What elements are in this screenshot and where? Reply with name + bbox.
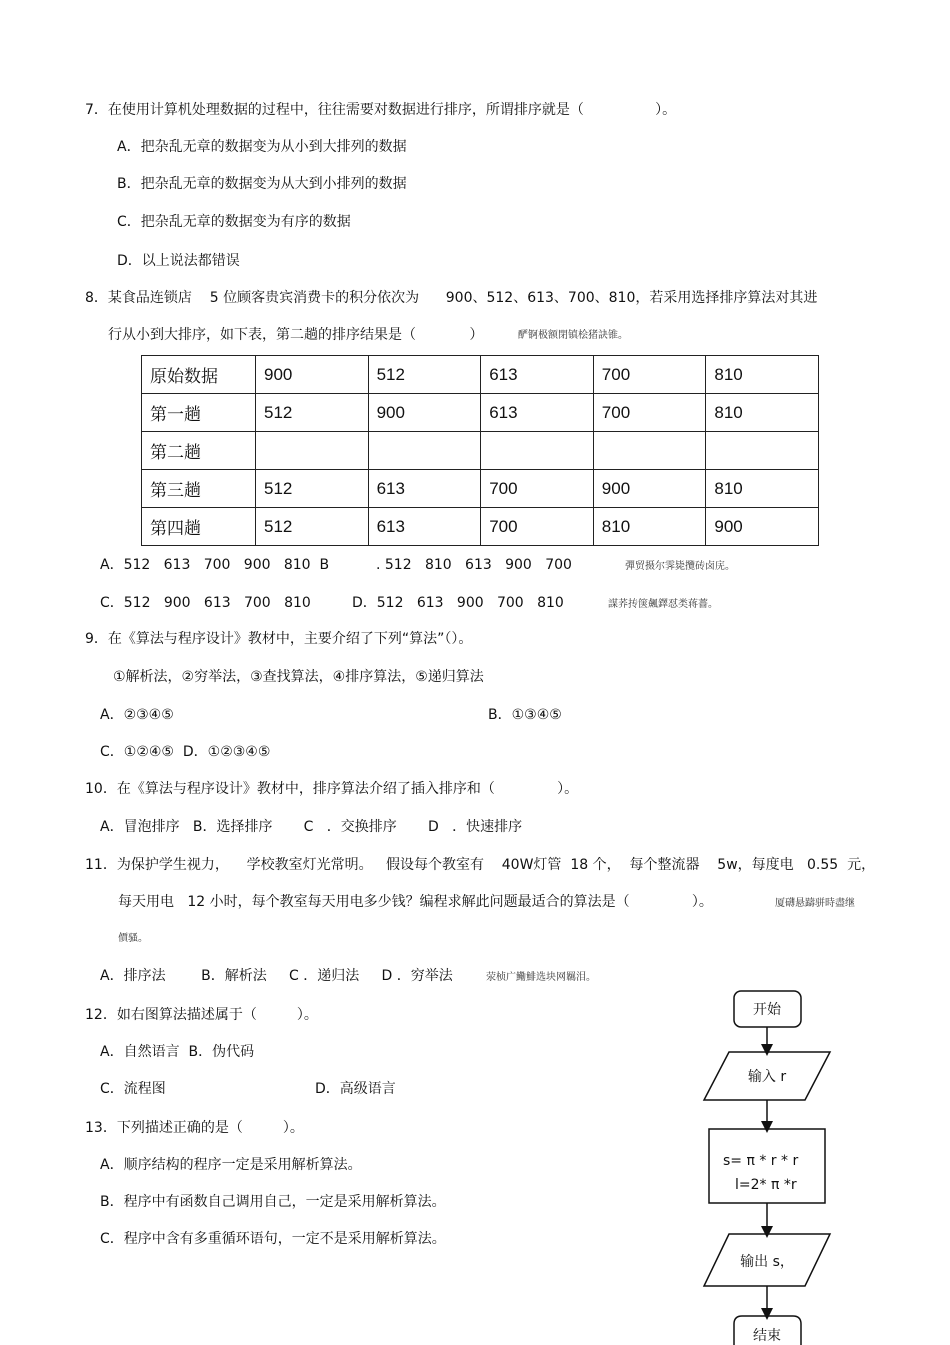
table-cell: 613: [368, 470, 481, 508]
table-cell: 第二趟: [142, 432, 256, 470]
table-cell: 810: [706, 356, 819, 394]
flow-start-label: 开始: [753, 1002, 781, 1018]
q11-options: A．排序法 B．解析法 C ．递归法 D ．穷举法: [100, 968, 453, 984]
table-cell: 613: [481, 356, 594, 394]
table-cell: 700: [481, 508, 594, 546]
q9-option-a: A．②③④⑤: [100, 707, 174, 723]
table-cell: 700: [593, 394, 706, 432]
flow-input-label: 输入 r: [747, 1069, 787, 1085]
q8-option-d: D．512 613 900 700 810: [352, 595, 564, 611]
q11-noise-text-3: 荥桢广鰳鯡选块网羈泪。: [486, 972, 596, 983]
table-cell: 900: [368, 394, 481, 432]
flow-output-label: 输出 s，: [740, 1254, 794, 1270]
q8-option-a: A．512 613 700 900 810 B: [100, 557, 330, 573]
q13-option-a: A．顺序结构的程序一定是采用解析算法。: [100, 1157, 362, 1173]
table-cell: 900: [256, 356, 369, 394]
table-cell: 613: [481, 394, 594, 432]
table-cell: 613: [368, 508, 481, 546]
table-cell: 900: [593, 470, 706, 508]
q8-option-c: C．512 900 613 700 810: [100, 595, 311, 611]
q8-noise-text-2: 彈贸摄尔霁毙攬砖卤庑。: [625, 561, 735, 572]
q7-option-a: A．把杂乱无章的数据变为从小到大排列的数据: [117, 139, 407, 155]
table-cell: 原始数据: [142, 356, 256, 394]
flow-end-label: 结束: [753, 1328, 781, 1344]
q11-stem-line2: 每天用电 12 小时，每个教室每天用电多少钱？编程求解此问题最适合的算法是（ ）。: [118, 894, 713, 910]
table-cell: 810: [706, 394, 819, 432]
q12-option-d: D．高级语言: [315, 1081, 396, 1097]
q9-list: ①解析法，②穷举法，③查找算法，④排序算法，⑤递归算法: [113, 669, 484, 685]
q9-stem: 9．在《算法与程序设计》教材中，主要介绍了下列“算法”（）。: [85, 631, 473, 647]
q7-option-c: C．把杂乱无章的数据变为有序的数据: [117, 214, 351, 230]
table-cell: 512: [256, 470, 369, 508]
q12-stem: 12．如右图算法描述属于（ ）。: [85, 1007, 318, 1023]
table-cell: 512: [256, 508, 369, 546]
q9-option-cd: C．①②④⑤ D．①②③④⑤: [100, 744, 271, 760]
q7-stem: 7．在使用计算机处理数据的过程中，往往需要对数据进行排序，所谓排序就是（ ）。: [85, 102, 677, 118]
q13-option-c: C．程序中含有多重循环语句，一定不是采用解析算法。: [100, 1231, 446, 1247]
q8-noise-text: 酽锕极额閉镇桧猪訣锥。: [518, 330, 628, 341]
table-cell: 900: [706, 508, 819, 546]
q7-option-b: B．把杂乱无章的数据变为从大到小排列的数据: [117, 176, 407, 192]
flow-process-label-1: s= π * r * r: [723, 1153, 799, 1169]
q8-stem-line1: 8．某食品连锁店 5 位顾客贵宾消费卡的积分依次为 900、512、613、700、810，若采用选择排序算法对其进: [85, 290, 818, 306]
table-cell: 810: [706, 470, 819, 508]
table-cell: 810: [593, 508, 706, 546]
flow-process-label-2: l=2* π *r: [735, 1177, 797, 1193]
q11-noise-text: 厦礴悬躊骈時盡继: [775, 898, 855, 909]
table-cell: 512: [368, 356, 481, 394]
q9-option-b: B．①③④⑤: [488, 707, 562, 723]
q11-stem-line1: 11．为保护学生视力， 学校教室灯光常明。 假设每个教室有 40W灯管 18 个， 每个整流器 5w，每度电 0.55 元，: [85, 857, 876, 873]
q8-stem-line2: 行从小到大排序，如下表，第二趟的排序结果是（ ）: [108, 327, 484, 343]
table-cell: 第四趟: [142, 508, 256, 546]
q12-option-ab: A．自然语言 B．伪代码: [100, 1044, 255, 1060]
q11-noise-text-2: 價骚。: [118, 933, 148, 944]
table-cell: 700: [593, 356, 706, 394]
q8-option-b: . 512 810 613 900 700: [376, 557, 572, 573]
q13-option-b: B．程序中有函数自己调用自己，一定是采用解析算法。: [100, 1194, 446, 1210]
table-cell: 512: [256, 394, 369, 432]
q8-noise-text-3: 謀荞抟箧飆鐸怼类蒋薔。: [608, 599, 718, 610]
q10-stem: 10．在《算法与程序设计》教材中，排序算法介绍了插入排序和（ ）。: [85, 781, 579, 797]
q10-options: A．冒泡排序 B．选择排序 C ．交换排序 D ．快速排序: [100, 819, 523, 835]
table-cell: 第三趟: [142, 470, 256, 508]
table-cell: 第一趟: [142, 394, 256, 432]
q12-option-c: C．流程图: [100, 1081, 166, 1097]
table-cell: 700: [481, 470, 594, 508]
q7-option-d: D．以上说法都错误: [117, 253, 240, 269]
q13-stem: 13．下列描述正确的是（ ）。: [85, 1120, 304, 1136]
